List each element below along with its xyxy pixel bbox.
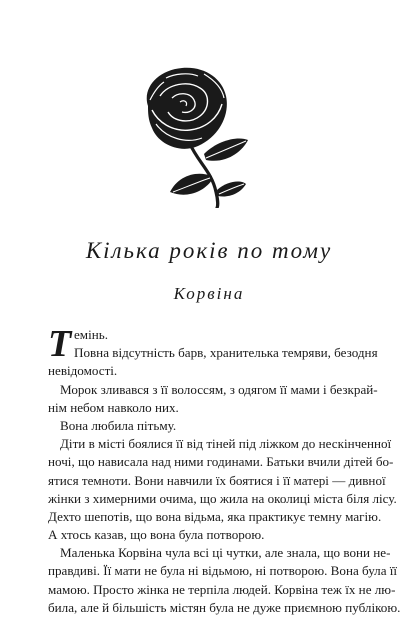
chapter-body [48,323,401,617]
rose-icon [138,66,250,208]
text-line: Діти в місті боялися її від тіней під ліжком до нескінченної [60,436,392,452]
text-line: Дехто шепотів, що вона відьма, яка практикує темну магію. [48,508,382,524]
text-line: била, але й більшість містян була не дуже приємною публікою. [48,599,401,615]
text-line: невідомості. [48,363,118,379]
text-line: нім небом навколо них. [48,399,179,415]
text-line: А хтось казав, що вона була потворою. [48,527,265,543]
text-line: емінь. [74,327,108,342]
text-line: Повна відсутність барв, хранителька темряви, безодня [74,345,378,361]
text-line: Маленька Корвіна чула всі ці чутки, але знала, що вони не- [60,545,391,561]
chapter-title: Кілька років по тому [85,238,333,263]
text-line: Морок зливався з її волоссям, з одягом її мами і безкрай- [60,381,378,397]
text-line: правдиві. Її мати не була ні відьмою, ні потворою. Вона була її [48,563,398,579]
text-line: ятися темноти. Вони навчили їх боятися і її матері — дивної [48,472,386,488]
text-line: ночі, що нависала над ними годинами. Батьки вчили дітей бо- [48,454,394,470]
text-line: Вона любила пітьму. [60,417,177,433]
text-line: мамою. Просто жінка не терпіла людей. Корвіна теж їх не лю- [48,581,396,597]
chapter-subtitle: Корвіна [173,284,245,303]
text-line: жінки з химерними очима, що жила на околиці міста біля лісу. [48,490,397,506]
drop-cap: Т [48,323,72,365]
